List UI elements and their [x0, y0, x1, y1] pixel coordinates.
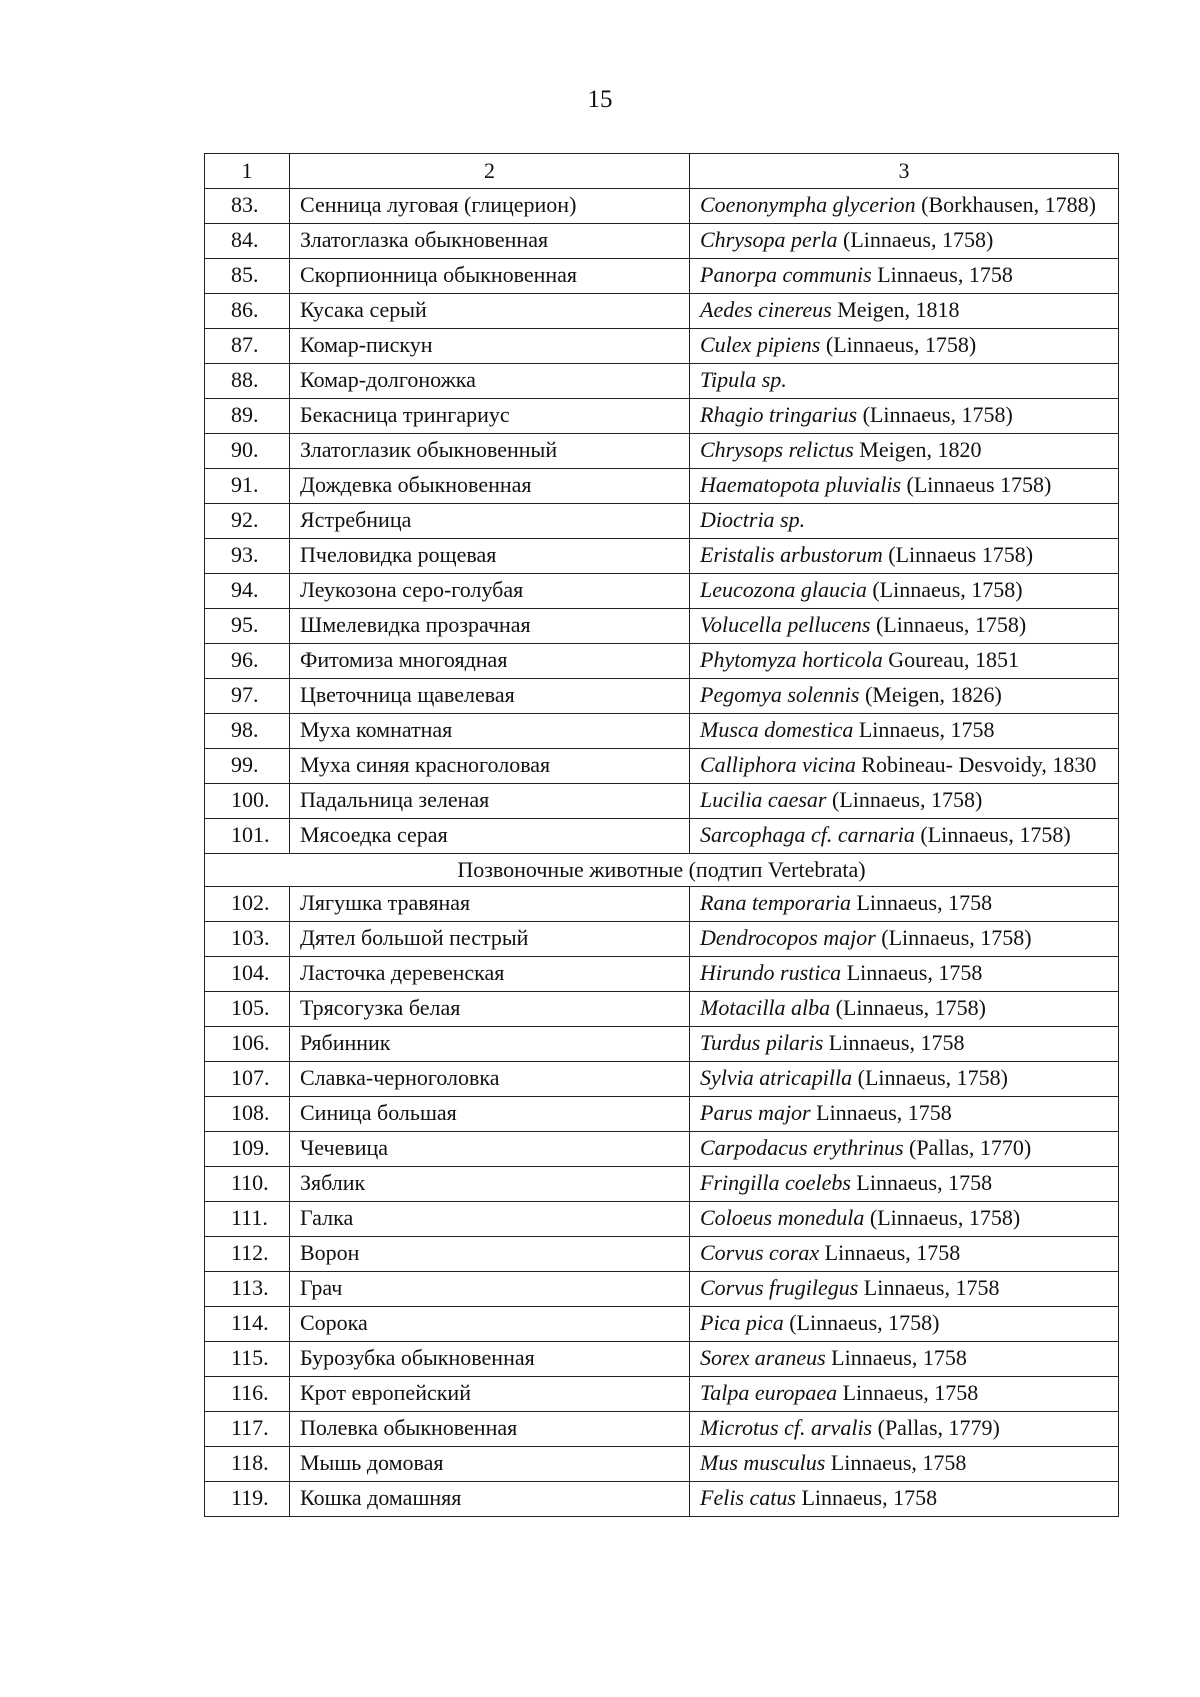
row-number: 91. [205, 469, 290, 504]
common-name: Дятел большой пестрый [290, 922, 690, 957]
row-number: 93. [205, 539, 290, 574]
taxon-authority: Linnaeus, 1758 [825, 1345, 967, 1370]
scientific-name-cell [690, 224, 1119, 259]
taxon-authority: (Pallas, 1779) [872, 1415, 1000, 1440]
table-row [205, 992, 1119, 1027]
common-name: Мышь домовая [290, 1447, 690, 1482]
row-number: 83. [205, 189, 290, 224]
taxon-authority: Linnaeus, 1758 [810, 1100, 952, 1125]
common-name: Ласточка деревенская [290, 957, 690, 992]
taxon-authority: (Linnaeus 1758) [901, 472, 1052, 497]
taxon-authority: Linnaeus, 1758 [858, 1275, 1000, 1300]
taxon-authority: Linnaeus, 1758 [841, 960, 983, 985]
common-name: Чечевица [290, 1132, 690, 1167]
table-row [205, 1237, 1119, 1272]
scientific-name-cell [690, 887, 1119, 922]
scientific-name-cell [690, 1097, 1119, 1132]
row-number: 113. [205, 1272, 290, 1307]
latin-name: Pica pica [700, 1310, 784, 1335]
taxon-authority: (Linnaeus, 1758) [783, 1310, 940, 1335]
row-number: 103. [205, 922, 290, 957]
row-number: 100. [205, 784, 290, 819]
common-name: Бекасница трингариус [290, 399, 690, 434]
latin-name: Lucilia caesar [700, 787, 827, 812]
latin-name: Rhagio tringarius [700, 402, 858, 427]
row-number: 85. [205, 259, 290, 294]
latin-name: Leucozona glaucia [700, 577, 867, 602]
latin-name: Chrysops relictus [700, 437, 854, 462]
latin-name: Dendrocopos major [700, 925, 876, 950]
common-name: Зяблик [290, 1167, 690, 1202]
scientific-name-cell [690, 469, 1119, 504]
common-name: Сорока [290, 1307, 690, 1342]
taxon-authority: (Meigen, 1826) [859, 682, 1002, 707]
scientific-name-cell [690, 1447, 1119, 1482]
table-row [205, 714, 1119, 749]
table-row [205, 1167, 1119, 1202]
section-title: Позвоночные животные (подтип Vertebrata) [205, 854, 1119, 887]
table-row [205, 539, 1119, 574]
table-row [205, 469, 1119, 504]
scientific-name-cell [690, 1237, 1119, 1272]
table-row [205, 189, 1119, 224]
taxon-authority: (Linnaeus, 1758) [857, 402, 1013, 427]
table-row [205, 1377, 1119, 1412]
table-row [205, 329, 1119, 364]
row-number: 97. [205, 679, 290, 714]
taxon-authority: Linnaeus, 1758 [837, 1380, 979, 1405]
row-number: 104. [205, 957, 290, 992]
row-number: 98. [205, 714, 290, 749]
taxon-authority: Linnaeus, 1758 [819, 1240, 961, 1265]
scientific-name-cell [690, 539, 1119, 574]
table-row [205, 399, 1119, 434]
taxon-authority: (Linnaeus, 1758) [866, 577, 1023, 602]
scientific-name-cell [690, 784, 1119, 819]
taxon-authority: Robineau- Desvoidy, 1830 [855, 752, 1097, 777]
scientific-name-cell [690, 259, 1119, 294]
table-row [205, 749, 1119, 784]
scientific-name-cell [690, 1482, 1119, 1517]
column-header-2: 2 [290, 154, 690, 189]
common-name: Крот европейский [290, 1377, 690, 1412]
scientific-name-cell [690, 749, 1119, 784]
latin-name: Volucella pellucens [700, 612, 871, 637]
table-row [205, 644, 1119, 679]
latin-name: Rana temporaria [700, 890, 851, 915]
table-row [205, 294, 1119, 329]
table-row [205, 1202, 1119, 1237]
common-name: Ястребница [290, 504, 690, 539]
table-row [205, 1132, 1119, 1167]
common-name: Ворон [290, 1237, 690, 1272]
latin-name: Coloeus monedula [700, 1205, 865, 1230]
table-row [205, 1062, 1119, 1097]
common-name: Синица большая [290, 1097, 690, 1132]
latin-name: Haematopota pluvialis [700, 472, 902, 497]
taxon-authority: Linnaeus, 1758 [795, 1485, 938, 1510]
section-row-vertebrates [205, 854, 1119, 887]
latin-name: Talpa europaea [700, 1380, 838, 1405]
row-number: 102. [205, 887, 290, 922]
column-header-1: 1 [205, 154, 290, 189]
table-row [205, 1097, 1119, 1132]
latin-name: Coenonympha glycerion [700, 192, 916, 217]
taxon-authority: Linnaeus, 1758 [871, 262, 1013, 287]
row-number: 95. [205, 609, 290, 644]
taxon-authority: Linnaeus, 1758 [850, 890, 993, 915]
common-name: Кошка домашняя [290, 1482, 690, 1517]
row-number: 114. [205, 1307, 290, 1342]
common-name: Лягушка травяная [290, 887, 690, 922]
latin-name: Felis catus [700, 1485, 796, 1510]
table-row [205, 1027, 1119, 1062]
row-number: 106. [205, 1027, 290, 1062]
taxon-authority: (Pallas, 1770) [903, 1135, 1032, 1160]
scientific-name-cell [690, 434, 1119, 469]
scientific-name-cell [690, 1167, 1119, 1202]
common-name: Цветочница щавелевая [290, 679, 690, 714]
taxon-authority: (Linnaeus 1758) [882, 542, 1034, 567]
common-name: Скорпионница обыкновенная [290, 259, 690, 294]
row-number: 88. [205, 364, 290, 399]
taxon-authority: (Linnaeus, 1758) [830, 995, 986, 1020]
common-name: Грач [290, 1272, 690, 1307]
row-number: 110. [205, 1167, 290, 1202]
latin-name: Corvus frugilegus [700, 1275, 859, 1300]
latin-name: Chrysopa perla [700, 227, 838, 252]
row-number: 115. [205, 1342, 290, 1377]
common-name: Златоглазка обыкновенная [290, 224, 690, 259]
taxon-authority: (Borkhausen, 1788) [915, 192, 1096, 217]
row-number: 84. [205, 224, 290, 259]
taxon-authority: (Linnaeus, 1758) [875, 925, 1032, 950]
row-number: 92. [205, 504, 290, 539]
table-row [205, 364, 1119, 399]
species-table-body [205, 154, 1119, 1517]
common-name: Муха синяя красноголовая [290, 749, 690, 784]
scientific-name-cell [690, 574, 1119, 609]
row-number: 117. [205, 1412, 290, 1447]
row-number: 109. [205, 1132, 290, 1167]
page-number: 15 [587, 86, 613, 113]
table-row [205, 1412, 1119, 1447]
row-number: 94. [205, 574, 290, 609]
row-number: 105. [205, 992, 290, 1027]
latin-name: Mus musculus [700, 1450, 826, 1475]
common-name: Падальница зеленая [290, 784, 690, 819]
table-row [205, 224, 1119, 259]
scientific-name-cell [690, 329, 1119, 364]
scientific-name-cell [690, 1272, 1119, 1307]
common-name: Рябинник [290, 1027, 690, 1062]
scientific-name-cell [690, 992, 1119, 1027]
table-row [205, 819, 1119, 854]
latin-name: Phytomyza horticola [700, 647, 883, 672]
taxon-authority: (Linnaeus, 1758) [837, 227, 994, 252]
table-row [205, 1482, 1119, 1517]
table-row [205, 609, 1119, 644]
scientific-name-cell [690, 1342, 1119, 1377]
scientific-name-cell [690, 399, 1119, 434]
table-row [205, 574, 1119, 609]
table-row [205, 887, 1119, 922]
scientific-name-cell [690, 957, 1119, 992]
row-number: 116. [205, 1377, 290, 1412]
scientific-name-cell [690, 819, 1119, 854]
common-name: Дождевка обыкновенная [290, 469, 690, 504]
taxon-authority: Meigen, 1820 [853, 437, 982, 462]
table-row [205, 784, 1119, 819]
table-header-row [205, 154, 1119, 189]
taxon-authority: (Linnaeus, 1758) [820, 332, 977, 357]
scientific-name-cell [690, 922, 1119, 957]
taxon-authority: Linnaeus, 1758 [850, 1170, 993, 1195]
scientific-name-cell [690, 714, 1119, 749]
scientific-name-cell [690, 679, 1119, 714]
latin-name: Microtus cf. arvalis [700, 1415, 873, 1440]
common-name: Шмелевидка прозрачная [290, 609, 690, 644]
table-row [205, 504, 1119, 539]
row-number: 101. [205, 819, 290, 854]
latin-name: Fringilla coelebs [700, 1170, 851, 1195]
taxon-authority: Linnaeus, 1758 [853, 717, 995, 742]
row-number: 107. [205, 1062, 290, 1097]
taxon-authority: (Linnaeus, 1758) [852, 1065, 1008, 1090]
latin-name: Musca domestica [700, 717, 854, 742]
common-name: Муха комнатная [290, 714, 690, 749]
taxon-authority: (Linnaeus, 1758) [914, 822, 1071, 847]
common-name: Трясогузка белая [290, 992, 690, 1027]
scientific-name-cell [690, 1062, 1119, 1097]
taxon-authority: Meigen, 1818 [831, 297, 960, 322]
common-name: Леукозона серо-голубая [290, 574, 690, 609]
scientific-name-cell [690, 1202, 1119, 1237]
table-row [205, 434, 1119, 469]
common-name: Фитомиза многоядная [290, 644, 690, 679]
common-name: Галка [290, 1202, 690, 1237]
row-number: 87. [205, 329, 290, 364]
latin-name: Calliphora vicina [700, 752, 856, 777]
taxon-authority: Goureau, 1851 [882, 647, 1019, 672]
row-number: 99. [205, 749, 290, 784]
table-row [205, 1272, 1119, 1307]
scientific-name-cell [690, 644, 1119, 679]
latin-name: Pegomya solennis [700, 682, 860, 707]
row-number: 86. [205, 294, 290, 329]
common-name: Златоглазик обыкновенный [290, 434, 690, 469]
common-name: Мясоедка серая [290, 819, 690, 854]
scientific-name-cell [690, 504, 1119, 539]
table-row [205, 1307, 1119, 1342]
table-row [205, 957, 1119, 992]
common-name: Пчеловидка рощевая [290, 539, 690, 574]
taxon-authority: Linnaeus, 1758 [825, 1450, 967, 1475]
latin-name: Carpodacus erythrinus [700, 1135, 904, 1160]
row-number: 111. [205, 1202, 290, 1237]
common-name: Полевка обыкновенная [290, 1412, 690, 1447]
common-name: Бурозубка обыкновенная [290, 1342, 690, 1377]
row-number: 119. [205, 1482, 290, 1517]
row-number: 118. [205, 1447, 290, 1482]
scientific-name-cell [690, 364, 1119, 399]
taxon-authority: (Linnaeus, 1758) [826, 787, 983, 812]
row-number: 89. [205, 399, 290, 434]
latin-name: Tipula sp. [700, 367, 787, 392]
scientific-name-cell [690, 1412, 1119, 1447]
column-header-3: 3 [690, 154, 1119, 189]
latin-name: Eristalis arbustorum [700, 542, 883, 567]
latin-name: Panorpa communis [700, 262, 872, 287]
table-row [205, 1447, 1119, 1482]
table-row [205, 922, 1119, 957]
species-table [204, 153, 1119, 1517]
latin-name: Culex pipiens [700, 332, 821, 357]
scientific-name-cell [690, 1377, 1119, 1412]
latin-name: Turdus pilaris [700, 1030, 824, 1055]
row-number: 90. [205, 434, 290, 469]
latin-name: Corvus corax [700, 1240, 820, 1265]
latin-name: Aedes cinereus [700, 297, 832, 322]
latin-name: Motacilla alba [700, 995, 831, 1020]
common-name: Сенница луговая (глицерион) [290, 189, 690, 224]
row-number: 112. [205, 1237, 290, 1272]
scientific-name-cell [690, 609, 1119, 644]
common-name: Славка-черноголовка [290, 1062, 690, 1097]
scientific-name-cell [690, 294, 1119, 329]
table-row [205, 259, 1119, 294]
latin-name: Dioctria sp. [700, 507, 806, 532]
taxon-authority: (Linnaeus, 1758) [870, 612, 1027, 637]
scientific-name-cell [690, 1132, 1119, 1167]
common-name: Комар-долгоножка [290, 364, 690, 399]
scientific-name-cell [690, 1027, 1119, 1062]
table-row [205, 679, 1119, 714]
row-number: 96. [205, 644, 290, 679]
table-row [205, 1342, 1119, 1377]
scientific-name-cell [690, 1307, 1119, 1342]
row-number: 108. [205, 1097, 290, 1132]
latin-name: Parus major [700, 1100, 811, 1125]
latin-name: Sylvia atricapilla [700, 1065, 853, 1090]
common-name: Комар-пискун [290, 329, 690, 364]
latin-name: Hirundo rustica [700, 960, 842, 985]
latin-name: Sarcophaga cf. carnaria [700, 822, 915, 847]
latin-name: Sorex araneus [700, 1345, 826, 1370]
taxon-authority: Linnaeus, 1758 [823, 1030, 965, 1055]
taxon-authority: (Linnaeus, 1758) [864, 1205, 1021, 1230]
scientific-name-cell [690, 189, 1119, 224]
common-name: Кусака серый [290, 294, 690, 329]
